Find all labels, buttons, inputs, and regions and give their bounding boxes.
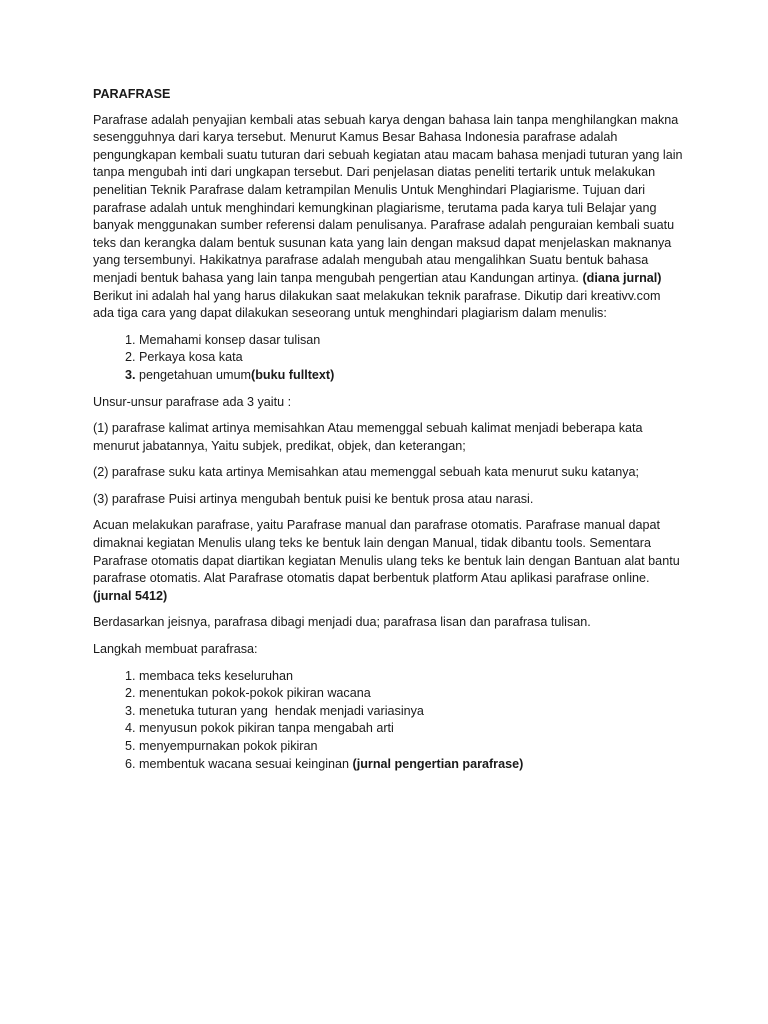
list-item (139, 756, 683, 774)
list-steps (93, 668, 683, 774)
list-item (139, 668, 683, 686)
citation-bold: (jurnal pengertian parafrase) (352, 756, 524, 771)
document-page (93, 86, 683, 782)
paragraph-steps-intro: Langkah membuat parafrasa: (93, 642, 258, 657)
list-item-text: membentuk wacana sesuai keinginan (139, 756, 353, 771)
paragraph-text: Acuan melakukan parafrase, yaitu Parafrase manual dan parafrase otomatis. Parafrase manual dapat dimaknai kegiatan Menulis ulang teks ke bentuk lain dengan Manual, tidak dibantu tools. Sementara Parafrase otomatis dapat diartikan kegiatan Menulis ulang teks ke bentuk lain dengan Bantuan alat bantu parafrase otomatis. Alat Parafrase otomatis dapat berbentuk platform Atau aplikasi parafrase online. (93, 518, 680, 586)
list-item (139, 367, 683, 385)
document-title: PARAFRASE (93, 87, 171, 101)
paragraph-definition (93, 112, 683, 323)
paragraph-element-1: (1) parafrase kalimat artinya memisahkan Atau memenggal sebuah kalimat menjadi beberapa kata menurut jabatannya, Yaitu subjek, predikat, objek, dan keterangan; (93, 421, 643, 453)
paragraph-element-3: (3) parafrase Puisi artinya mengubah bentuk puisi ke bentuk prosa atau narasi. (93, 491, 534, 506)
list-item-text: Perkaya kosa kata (139, 350, 243, 365)
paragraph-text: Parafrase adalah penyajian kembali atas sebuah karya dengan bahasa lain tanpa menghilangkan makna sesengguhnya dari karya tersebut. Menurut Kamus Besar Bahasa Indonesia parafrase adalah pengungkapan kembali suatu tuturan dari sebuah kegiatan atau macam bahasa menjadi tuturan yang lain tanpa mengubah inti dari ungkapan tersebut. Dari penjelasan diatas peneliti tertarik untuk melakukan penelitian Teknik Parafrase dalam ketrampilan Menulis Untuk Menghindari Plagiarisme. Tujuan dari parafrase adalah untuk menghindari kemungkinan plagiarisme, terutama pada karya tuli Belajar yang banyak menggunakan sumber referensi dalam penulisanya. Parafrase adalah penguraian kembali suatu teks dan kerangka dalam bentuk susunan kata yang lain dengan maksud dapat menjelaskan maknanya yang tersembunyi. Hakikatnya parafrase adalah mengubah atau mengalihkan Suatu bentuk bahasa menjadi bentuk bahasa yang lain tanpa mengubah pengertian atau Kandungan artinya. (93, 112, 683, 285)
citation-bold: (buku fulltext) (251, 367, 335, 382)
list-item-text: menyusun pokok pikiran tanpa mengabah arti (139, 721, 394, 736)
paragraph-element-2: (2) parafrase suku kata artinya Memisahkan atau memenggal sebuah kata menurut suku katanya; (93, 465, 640, 480)
list-item-text: pengetahuan umum (139, 367, 252, 382)
list-item-text: Memahami konsep dasar tulisan (139, 332, 321, 347)
paragraph-types: Berdasarkan jeisnya, parafrasa dibagi menjadi dua; parafrasa lisan dan parafrasa tulisan. (93, 615, 591, 630)
list-item (139, 738, 683, 756)
list-item-text: menentukan pokok-pokok pikiran wacana (139, 686, 371, 701)
list-item-text: membaca teks keseluruhan (139, 668, 294, 683)
list-item (139, 349, 683, 367)
paragraph-methods (93, 517, 683, 605)
list-item (139, 720, 683, 738)
list-item (139, 703, 683, 721)
list-item (139, 332, 683, 350)
paragraph-elements-intro: Unsur-unsur parafrase ada 3 yaitu : (93, 394, 292, 409)
paragraph-text: Berikut ini adalah hal yang harus dilakukan saat melakukan teknik parafrase. Dikutip dari kreativv.com ada tiga cara yang dapat dilakukan seseorang untuk menghindari plagiarism dalam menulis: (93, 288, 661, 321)
list-item (139, 685, 683, 703)
citation-bold: (diana jurnal) (582, 270, 662, 285)
citation-bold: (jurnal 5412) (93, 588, 168, 603)
list-item-text: menetuka tuturan yang hendak menjadi variasinya (139, 703, 424, 718)
list-item-text: menyempurnakan pokok pikiran (139, 739, 318, 753)
list-ways (93, 332, 683, 385)
